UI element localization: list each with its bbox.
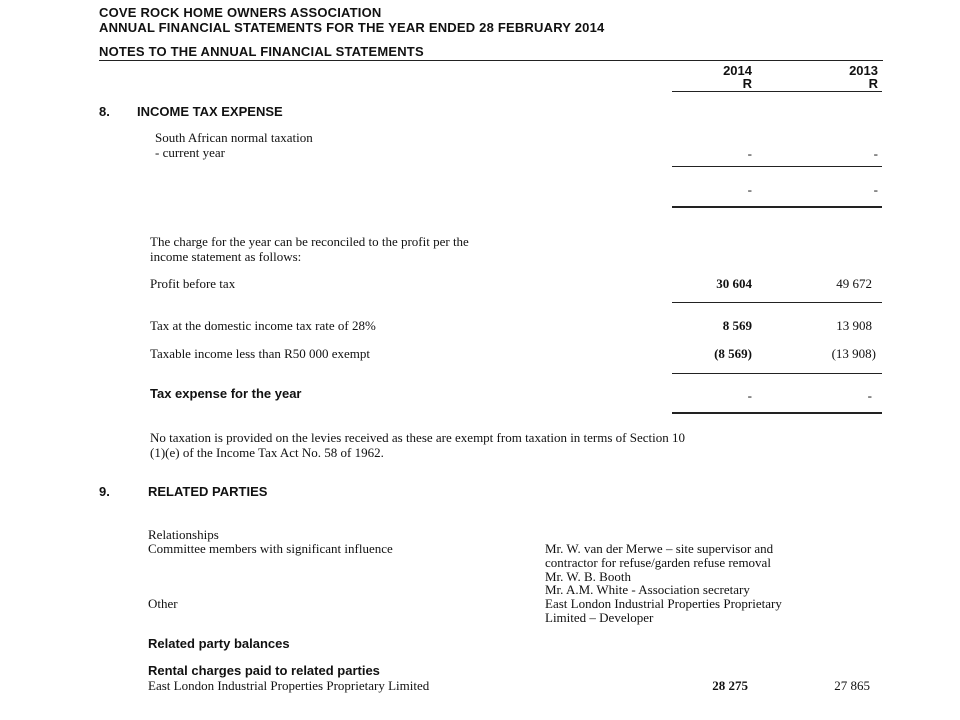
column-unit-2013: R bbox=[868, 76, 878, 91]
header-divider bbox=[99, 60, 883, 61]
tax-expense-label: Tax expense for the year bbox=[150, 386, 302, 401]
note8-title: INCOME TAX EXPENSE bbox=[137, 104, 283, 119]
rental-value-2013: 27 865 bbox=[834, 678, 870, 693]
domestic-rate-label: Tax at the domestic income tax rate of 28% bbox=[150, 318, 376, 333]
current-year-value-2014: - bbox=[747, 146, 752, 161]
profit-rule bbox=[672, 302, 882, 303]
column-year-2013: 2013 bbox=[849, 63, 878, 78]
committee-person-line: contractor for refuse/garden refuse removal bbox=[545, 555, 771, 570]
other-party-line: East London Industrial Properties Proprietary bbox=[545, 596, 782, 611]
profit-value-2014: 30 604 bbox=[716, 276, 752, 291]
subtotal-rule bbox=[672, 166, 882, 167]
current-year-label: - current year bbox=[155, 145, 226, 160]
subtotal-value-2013: - bbox=[873, 182, 878, 197]
tax-expense-bottom-rule bbox=[672, 412, 882, 414]
column-header-rule bbox=[672, 91, 882, 92]
domestic-rate-value-2014: 8 569 bbox=[722, 318, 752, 333]
note9-title: RELATED PARTIES bbox=[148, 484, 268, 499]
relationships-label: Relationships bbox=[148, 527, 219, 542]
note9-number: 9. bbox=[99, 484, 110, 499]
note8-number: 8. bbox=[99, 104, 110, 119]
profit-label: Profit before tax bbox=[150, 276, 236, 291]
column-unit-2014: R bbox=[742, 76, 752, 91]
exempt-label: Taxable income less than R50 000 exempt bbox=[150, 346, 371, 361]
exempt-value-2013: (13 908) bbox=[831, 346, 876, 361]
column-year-2014: 2014 bbox=[723, 63, 752, 78]
committee-person-line: Mr. W. van der Merwe – site supervisor and bbox=[545, 541, 774, 556]
reconcile-text-line2: income statement as follows: bbox=[150, 249, 302, 264]
domestic-rate-value-2013: 13 908 bbox=[836, 318, 872, 333]
subtotal-value-2014: - bbox=[747, 182, 752, 197]
reconcile-text-line1: The charge for the year can be reconciled to the profit per the bbox=[150, 234, 469, 249]
balances-title: Related party balances bbox=[148, 636, 290, 651]
rental-title: Rental charges paid to related parties bbox=[148, 663, 380, 678]
total-rule bbox=[672, 206, 882, 208]
tax-note-line2: (1)(e) of the Income Tax Act No. 58 of 1962. bbox=[150, 445, 384, 460]
tax-note-line1: No taxation is provided on the levies received as these are exempt from taxation in terms of Section 10 bbox=[150, 430, 686, 445]
tax-expense-value-2013: - bbox=[867, 388, 872, 403]
exempt-value-2014: (8 569) bbox=[714, 346, 752, 361]
other-label: Other bbox=[148, 596, 178, 611]
section-title: NOTES TO THE ANNUAL FINANCIAL STATEMENTS bbox=[99, 44, 424, 59]
sa-tax-label: South African normal taxation bbox=[155, 130, 313, 145]
profit-value-2013: 49 672 bbox=[836, 276, 872, 291]
org-name: COVE ROCK HOME OWNERS ASSOCIATION bbox=[99, 5, 382, 20]
committee-label: Committee members with significant influence bbox=[148, 541, 393, 556]
committee-person-line: Mr. A.M. White - Association secretary bbox=[545, 582, 750, 597]
rental-entity: East London Industrial Properties Proprietary Limited bbox=[148, 678, 430, 693]
report-title: ANNUAL FINANCIAL STATEMENTS FOR THE YEAR ENDED 28 FEBRUARY 2014 bbox=[99, 20, 605, 35]
tax-expense-top-rule bbox=[672, 373, 882, 374]
tax-expense-value-2014: - bbox=[747, 388, 752, 403]
current-year-value-2013: - bbox=[873, 146, 878, 161]
other-party-line: Limited – Developer bbox=[545, 610, 654, 625]
rental-value-2014: 28 275 bbox=[712, 678, 748, 693]
committee-person-line: Mr. W. B. Booth bbox=[545, 569, 631, 584]
